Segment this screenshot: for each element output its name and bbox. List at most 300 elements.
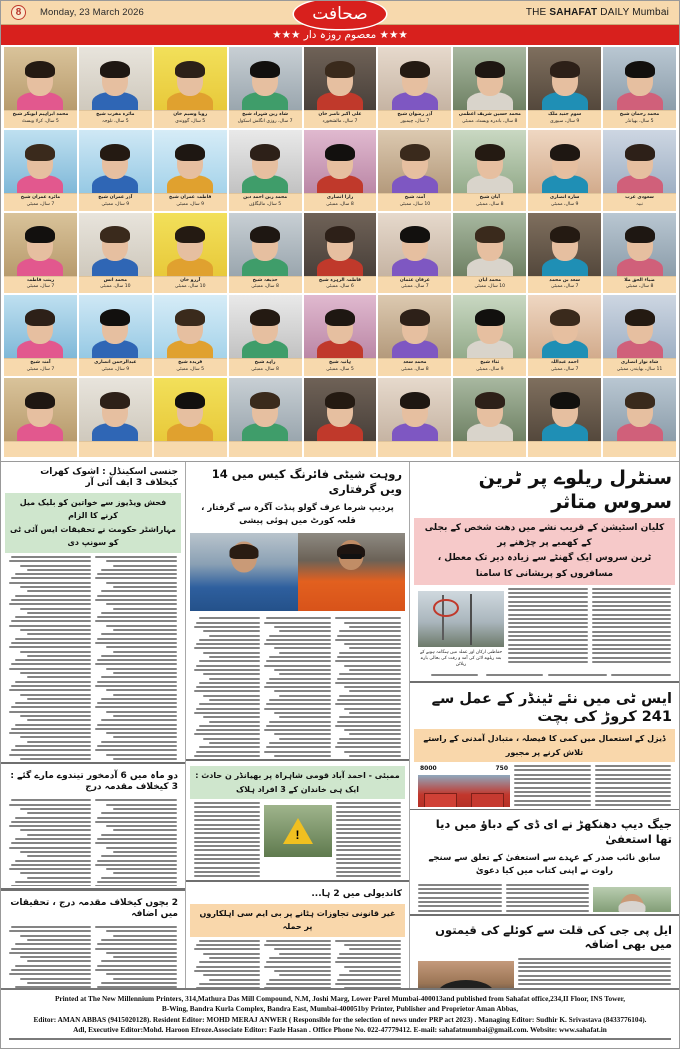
child-photo [79, 47, 152, 110]
text-line [508, 635, 588, 637]
photo-cell [378, 295, 451, 376]
text-line [506, 905, 590, 907]
text-line [337, 979, 401, 981]
imprint-line-1: Printed at The New Millennium Printers, 314,Mathura Das Mill Compound, N.M, Joshi Marg, Lower Parel Mumbai-400013and published from Sahafat office,234,II Floor, INS Tower, [54, 994, 626, 1003]
headline-central-railway: سنٹرل ریلوے پر ٹرین سروس متاثر [478, 467, 672, 513]
photo-cell [79, 378, 152, 457]
text-line [592, 648, 672, 650]
photo-caption [378, 441, 451, 457]
column-right [410, 462, 679, 1013]
text-line [101, 939, 177, 941]
child-name: علی اکبر ناصر خان [318, 112, 362, 117]
text-line [335, 983, 401, 985]
text-line [209, 979, 261, 981]
text-line [194, 948, 260, 950]
text-line [595, 782, 672, 784]
child-photo [229, 47, 302, 110]
right-column-rule-2 [410, 809, 679, 811]
child-photo [378, 47, 451, 110]
text-line [508, 657, 588, 659]
text-line [106, 560, 177, 562]
imprint-line-4: Adl, Executive Editor:Mohd. Haroon Efroze.Associate Editor: Fazle Hasan . Office Phone No. 022-47779412. E-mail: sahafatmumbai@gmail.com. Website: www.sahafat.in [73, 1025, 607, 1035]
text-line [194, 867, 260, 869]
text-line [11, 799, 91, 801]
text-line [101, 676, 177, 678]
text-line [336, 802, 402, 804]
child-name: زارا انصاری [326, 194, 354, 200]
child-photo [453, 130, 526, 193]
text-line [97, 838, 177, 840]
text-line [418, 901, 502, 903]
text-line [9, 603, 91, 605]
photo-cell [4, 295, 77, 376]
text-line [508, 661, 588, 663]
text-line [209, 656, 261, 658]
text-line [97, 724, 177, 726]
child-name: ہانیہ شیخ [328, 360, 351, 366]
text-column [264, 617, 330, 757]
child-photo [229, 378, 302, 441]
headline-rohit-shetty: روہت شیٹی فائرنگ کیس میں 14 ویں گرفتاری [211, 467, 402, 496]
text-line [9, 582, 91, 584]
photo-gallery-grid [1, 45, 679, 460]
child-age-location: 9 سال، ممبئی [475, 367, 504, 373]
text-line [106, 689, 177, 691]
text-line [11, 885, 91, 886]
photo-accused-right [298, 533, 406, 611]
text-line [20, 935, 91, 937]
text-line [11, 864, 91, 866]
text-line [106, 973, 177, 975]
text-line [595, 765, 672, 767]
child-name: شاہ نواز انصاری [620, 360, 659, 366]
text-line [194, 871, 260, 873]
photo-cell [154, 47, 227, 128]
text-line [194, 832, 260, 834]
text-line [264, 751, 330, 753]
text-line [336, 832, 402, 834]
text-line [336, 858, 402, 860]
page-number-badge: 8 [11, 5, 26, 20]
text-line [106, 732, 177, 734]
text-line [337, 635, 401, 637]
text-line [339, 738, 401, 740]
text-line [97, 681, 177, 683]
text-line [106, 582, 177, 584]
child-name: عبدالرحمن انصاری [94, 360, 137, 366]
text-line [514, 765, 591, 767]
text-line [27, 982, 91, 984]
text-line [196, 944, 260, 946]
column-rule [1, 762, 185, 764]
text-line [20, 651, 91, 653]
text-line [203, 673, 260, 675]
child-name: محمد ابراہیم ابوبکر شیخ [12, 112, 69, 117]
photo-caption [4, 110, 77, 128]
photo-cell [229, 47, 302, 128]
text-line [95, 948, 177, 950]
text-line [95, 728, 177, 730]
child-age-location: 7 سال، ممبئی [26, 284, 55, 290]
text-line [418, 892, 502, 894]
text-line [113, 715, 177, 717]
text-line [196, 729, 260, 731]
text-line [264, 622, 330, 624]
text-line [506, 901, 590, 903]
child-photo [453, 378, 526, 441]
text-line [269, 957, 331, 959]
text-line [337, 656, 401, 658]
photo-caption [154, 193, 227, 211]
text-line [595, 769, 672, 771]
text-line [349, 755, 401, 757]
text-line [97, 659, 177, 661]
photo-caption [154, 358, 227, 376]
child-age-location: 7 سال، ممبئی [550, 284, 579, 290]
headline-kandivali: کاندیولی میں 2 ہا... [311, 889, 402, 900]
footer-rule [9, 1038, 671, 1040]
photo-caption [79, 110, 152, 128]
photo-caption [4, 358, 77, 376]
text-line [196, 622, 260, 624]
child-age-location: 10 سال، ممبئی [174, 284, 206, 290]
child-photo [528, 130, 601, 193]
headline-sexual-scandal: جنسی اسکینڈل : اشوک کھرات کیخلاف 3 ایف آئی آر [40, 467, 178, 489]
text-line [336, 867, 402, 869]
text-line [274, 733, 331, 735]
photo-cell [229, 295, 302, 376]
photo-cell [603, 130, 676, 211]
child-age-location: 7 سال، روزی انگلش اسکول [237, 118, 293, 124]
text-line [95, 969, 177, 971]
photo-caption [378, 110, 451, 128]
child-photo [453, 47, 526, 110]
photo-cell [154, 378, 227, 457]
text-line [9, 560, 91, 562]
photo-caption [453, 441, 526, 457]
text-line [106, 952, 177, 954]
child-photo [79, 295, 152, 358]
text-line [337, 678, 401, 680]
text-line [194, 970, 260, 972]
child-photo [453, 295, 526, 358]
text-line [339, 716, 401, 718]
text-line [196, 966, 260, 968]
photo-caption [304, 110, 377, 128]
photo-cell [229, 213, 302, 294]
text-line [9, 754, 91, 756]
photo-caption [304, 441, 377, 457]
photo-caption [603, 110, 676, 128]
standfirst-central-railway [414, 518, 675, 585]
text-line [592, 601, 672, 603]
text-line [514, 800, 591, 802]
text-line [269, 721, 331, 723]
text-line [336, 815, 402, 817]
text-line [27, 612, 91, 614]
text-line [95, 620, 177, 622]
text-line [269, 635, 331, 637]
text-line [266, 746, 330, 748]
text-line [199, 961, 261, 963]
photo-cell [378, 213, 451, 294]
child-age-location: 7 سال، ممبئی [401, 284, 429, 290]
child-photo [304, 295, 377, 358]
child-age-location: 8 سال، باندرہ ویسٹ، ممبئی [462, 118, 518, 124]
child-age-location: 9 سال، ممبئی [101, 367, 130, 373]
text-line [194, 811, 260, 813]
photo-caption [4, 193, 77, 211]
text-line [194, 837, 260, 839]
child-photo [4, 47, 77, 110]
text-line [595, 800, 672, 802]
text-line [20, 608, 91, 610]
photo-caption [378, 193, 451, 211]
text-line [196, 643, 260, 645]
text-line [194, 755, 260, 757]
text-line [9, 646, 91, 648]
child-age-location: 7 سال، چیمبور [400, 118, 430, 124]
child-name: فاطمہ الزہرہ شیخ [318, 277, 362, 283]
text-line [209, 699, 261, 701]
body-text-st-a [595, 765, 672, 807]
text-line [266, 639, 330, 641]
text-line [101, 719, 177, 721]
photo-cell [378, 378, 451, 457]
text-line [506, 897, 590, 899]
photo-caption [453, 110, 526, 128]
text-line [20, 956, 91, 958]
child-age-location: 9 سال، ممبئی [176, 201, 205, 207]
text-line [101, 655, 177, 657]
text-line [95, 842, 177, 844]
text-line [508, 614, 588, 616]
body-text-leopards [5, 796, 181, 886]
text-line [548, 674, 606, 676]
headline-st-post: کروڑ کی بچت [537, 708, 642, 725]
text-line [194, 669, 260, 671]
text-line [95, 885, 177, 886]
text-line [349, 970, 401, 972]
photo-caption [528, 441, 601, 457]
text-line [269, 742, 331, 744]
text-line [518, 958, 671, 960]
child-age-location: 8 سال، ممبئی [251, 367, 279, 373]
text-line [27, 855, 91, 857]
text-line [518, 979, 671, 981]
child-name: آذر عمران شیخ [98, 194, 133, 200]
child-name: محمد زین احمد دین [243, 194, 288, 200]
text-line [418, 910, 502, 912]
text-line [106, 646, 177, 648]
photo-caption [603, 276, 676, 294]
photo-cell [79, 130, 152, 211]
child-name: زینب فاطمہ [26, 277, 55, 283]
text-line [203, 652, 260, 654]
text-line [15, 573, 91, 575]
photo-cell [304, 130, 377, 211]
child-age-location: 8 سال، ممبئی [251, 284, 279, 290]
text-line [9, 668, 91, 670]
text-line [101, 877, 177, 879]
text-line [592, 661, 672, 663]
text-line [15, 838, 91, 840]
text-line [20, 694, 91, 696]
text-line [194, 858, 260, 860]
photo-cell [304, 47, 377, 128]
text-line [592, 614, 672, 616]
child-photo [528, 378, 601, 441]
text-line [194, 854, 260, 856]
text-line [20, 715, 91, 717]
text-line [27, 741, 91, 743]
child-name: محمد سعد [403, 360, 427, 366]
text-line [336, 841, 402, 843]
body-text-sexual-scandal [5, 553, 181, 760]
text-line [113, 758, 177, 760]
mid-column-rule [186, 759, 409, 761]
child-age-location: 5 سال، نلوجہ [102, 118, 129, 124]
child-photo [528, 47, 601, 110]
photo-cell [528, 47, 601, 128]
photo-cell [453, 378, 526, 457]
photo-caption [4, 276, 77, 294]
text-line [508, 618, 588, 620]
text-line [508, 652, 588, 654]
child-age-location: 7 سال، ممبئی [26, 201, 55, 207]
text-line [113, 672, 177, 674]
child-photo [154, 213, 227, 276]
text-line [15, 745, 91, 747]
text-line [274, 755, 331, 757]
text-line [194, 824, 260, 826]
child-name: زاہد شیخ [254, 360, 276, 366]
text-line [11, 599, 91, 601]
text-line [344, 622, 401, 624]
text-line [27, 834, 91, 836]
photo-caption [304, 276, 377, 294]
text-line [418, 888, 502, 890]
text-line [279, 974, 331, 976]
text-line [97, 702, 177, 704]
mid-column-rule-2 [186, 880, 409, 882]
text-line [349, 690, 401, 692]
text-line [20, 736, 91, 738]
text-line [264, 944, 330, 946]
text-line [9, 825, 91, 827]
child-photo [4, 130, 77, 193]
photo-cell [79, 47, 152, 128]
text-line [514, 787, 591, 789]
child-name: مائزہ مقرب شیخ [96, 112, 135, 117]
text-line [337, 957, 401, 959]
child-age-location: 8 سال، ممبئی [401, 367, 429, 373]
text-line [274, 669, 331, 671]
text-line [101, 855, 177, 857]
text-line [199, 983, 261, 985]
text-line [194, 690, 260, 692]
text-line [592, 622, 672, 624]
article-area [1, 461, 679, 1013]
text-line [335, 682, 401, 684]
text-line [203, 974, 260, 976]
article-sexual-scandal [1, 462, 185, 760]
photo-cell [4, 130, 77, 211]
text-line [20, 872, 91, 874]
child-photo [378, 130, 451, 193]
text-column [547, 674, 607, 679]
text-line [196, 708, 260, 710]
child-name: سوم جنید ملک [548, 112, 582, 117]
text-column [95, 799, 177, 886]
text-line [194, 862, 260, 864]
text-line [199, 940, 261, 942]
text-line [336, 854, 402, 856]
photo-st-buses [418, 765, 510, 807]
text-line [508, 605, 588, 607]
body-text-accident-b [194, 802, 260, 878]
article-central-railway [410, 462, 679, 679]
text-line [508, 631, 588, 633]
subhead-kandivali: غیر قانونی تجاوزات ہٹانے پر بی ایم سی اہلکاروں پر حملہ [190, 904, 405, 937]
text-line [9, 689, 91, 691]
text-line [9, 847, 91, 849]
text-line [106, 625, 177, 627]
body-text-railway-b [508, 588, 588, 668]
standfirst-st-tender: ڈیزل کے استعمال میں کمی کا فیصلہ ، متبادل آمدنی کے راستے تلاش کرنے پر مجبور [414, 729, 675, 762]
text-line [106, 711, 177, 713]
text-line [349, 712, 401, 714]
text-line [11, 728, 91, 730]
text-line [11, 842, 91, 844]
text-line [20, 586, 91, 588]
photo-cell [154, 213, 227, 294]
text-line [95, 556, 177, 558]
child-photo [79, 213, 152, 276]
child-photo [4, 295, 77, 358]
text-line [15, 881, 91, 883]
text-line [335, 617, 401, 619]
photo-cell [453, 295, 526, 376]
text-line [595, 787, 672, 789]
text-line [339, 673, 401, 675]
body-text-railway-c [414, 671, 675, 679]
child-photo [528, 213, 601, 276]
child-age-location: 10 سال، ممبئی [399, 201, 431, 207]
child-name: محمد رحمان شیخ [619, 112, 660, 117]
photo-caption [378, 358, 451, 376]
text-line [27, 698, 91, 700]
text-line [514, 804, 591, 806]
child-photo [304, 378, 377, 441]
photo-caption [528, 358, 601, 376]
headline-leopards: دو ماہ میں 6 آدمخور تیندوے مارے گئے : 3 کیخلاف مقدمہ درج [10, 770, 178, 793]
text-line [27, 719, 91, 721]
text-line [106, 603, 177, 605]
stat-750: 750 [495, 765, 508, 773]
text-line [336, 828, 402, 830]
child-name: احمد عبداللہ [550, 360, 579, 366]
photo-cell [528, 213, 601, 294]
photo-caption [229, 358, 302, 376]
article-dhankhar-resignation [410, 812, 679, 912]
text-line [97, 881, 177, 883]
photo-cell [4, 47, 77, 128]
text-line [508, 596, 588, 598]
child-age-location: 10 سال، ممبئی [100, 284, 131, 290]
text-line [264, 966, 330, 968]
text-line [106, 825, 177, 827]
